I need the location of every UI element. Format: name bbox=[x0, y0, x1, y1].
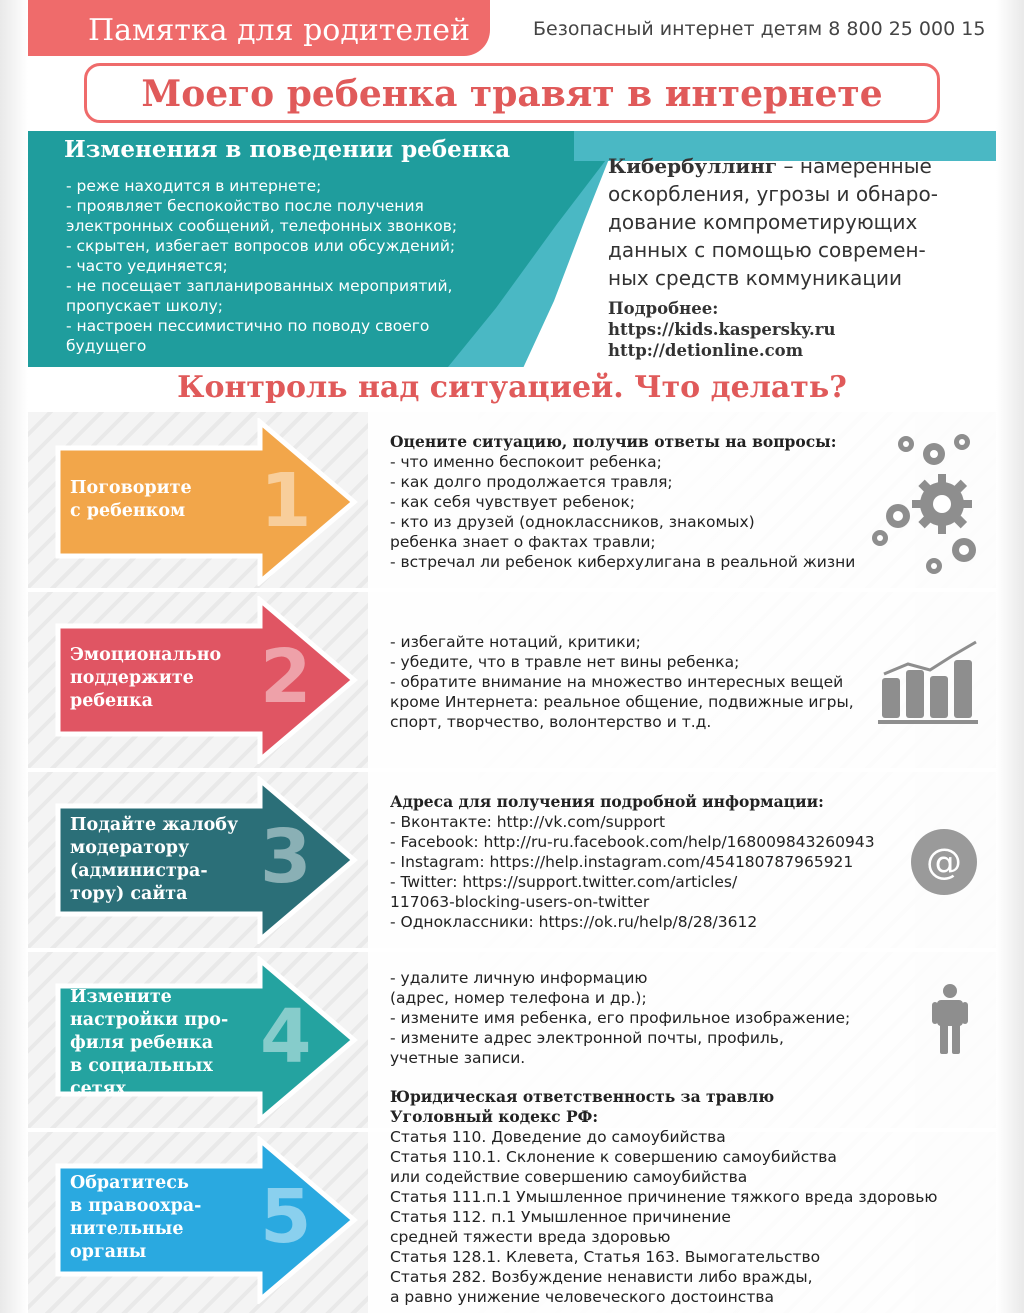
left-margin bbox=[0, 0, 28, 1313]
bar-chart-icon bbox=[878, 640, 982, 726]
step-text-2: - избегайте нотаций, критики; - убедите, что в травле нет вины ребенка; - обратите внимание на множество интересных вещей кроме Интернета: реальное общение, подвижные игры, спорт, творчество, волонтерство и т.д. bbox=[390, 633, 854, 731]
definition-line: – намеренные bbox=[777, 154, 932, 178]
list-item: будущего bbox=[66, 337, 147, 355]
step-label-5: Обратитесь в правоохра- нительные органы bbox=[70, 1173, 202, 1262]
step-label-1: Поговорите с ребенком bbox=[70, 478, 192, 521]
step-number-2: 2 bbox=[260, 634, 312, 720]
gears-icon bbox=[868, 428, 980, 578]
step-text-1: Оцените ситуацию, получив ответы на вопросы: - что именно беспокоит ребенка; - как долго продолжается травля; - как себя чувствует ребенок; - кто из друзей (одноклассников, знакомых) ребенка знает о фактах травли; - встречал ли ребенок киберхулигана в реальной жизни bbox=[390, 432, 856, 571]
control-title: Контроль над ситуацией. Что делать? bbox=[177, 370, 847, 405]
step-text-4: - удалите личную информацию (адрес, номер телефона и др.); - измените имя ребенка, его профильное изображение; - измените адрес электронной почты, профиль, учетные записи. bbox=[390, 969, 851, 1067]
step-row-1 bbox=[28, 412, 996, 588]
step-number-5: 5 bbox=[260, 1174, 312, 1260]
at-sign-icon bbox=[910, 828, 978, 896]
step-row-3 bbox=[28, 772, 996, 948]
more-info bbox=[608, 298, 835, 361]
page-tab-title: Памятка для родителей bbox=[28, 0, 490, 56]
list-item: - часто уединяется; bbox=[66, 257, 228, 275]
step-label-2: Эмоционально поддержите ребенка bbox=[70, 645, 222, 711]
person-icon bbox=[932, 984, 968, 1054]
link-kaspersky[interactable]: https://kids.kaspersky.ru bbox=[608, 320, 836, 339]
behavior-title: Изменения в поведении ребенка bbox=[64, 136, 511, 163]
list-item: пропускает школу; bbox=[66, 297, 223, 315]
link-detionline[interactable]: http://detionline.com bbox=[608, 341, 804, 360]
list-item: - настроен пессимистично по поводу своего bbox=[66, 317, 430, 335]
step-text-3: Адреса для получения подробной информации: - Вконтакте: http://vk.com/support - Facebook: http://ru-ru.facebook.com/help/168009843260943 - Instagram: https://help.instagram.com/454180787965921 - Twitter: https://support.twitter.com/articles/ 117063-blocking-users-on-twitter - Одноклассники: https://ok.ru/help/8/28/3612 bbox=[390, 792, 875, 931]
step-number-3: 3 bbox=[260, 814, 312, 900]
list-item: - реже находится в интернете; bbox=[66, 177, 322, 195]
definition-line: дование компрометирующих bbox=[608, 210, 918, 234]
list-item: - проявляет беспокойство после получения bbox=[66, 197, 424, 215]
hotline-text: Безопасный интернет детям 8 800 25 000 15 bbox=[533, 18, 986, 40]
step-number-1: 1 bbox=[260, 458, 312, 544]
main-title: Моего ребенка травят в интернете bbox=[84, 63, 940, 123]
list-item: - скрытен, избегает вопросов или обсуждений; bbox=[66, 237, 456, 255]
svg-text:@: @ bbox=[926, 842, 962, 883]
step-label-3: Подайте жалобу модератору (администра- тору) сайта bbox=[70, 815, 239, 904]
memo-page bbox=[28, 0, 996, 1313]
cyberbullying-definition bbox=[608, 152, 978, 292]
definition-line: ных средств коммуникации bbox=[608, 266, 903, 290]
behavior-list bbox=[66, 176, 536, 356]
right-margin bbox=[996, 0, 1024, 1313]
definition-line: оскорбления, угрозы и обнаро- bbox=[608, 182, 938, 206]
more-label: Подробнее: bbox=[608, 299, 719, 318]
step-label-4: Измените настройки про- филя ребенка в социальных сетях bbox=[70, 987, 229, 1099]
definition-line: данных с помощью современ- bbox=[608, 238, 926, 262]
definition-term: Кибербуллинг bbox=[608, 154, 778, 178]
list-item: - не посещает запланированных мероприятий, bbox=[66, 277, 453, 295]
list-item: электронных сообщений, телефонных звонков; bbox=[66, 217, 458, 235]
step-row-2 bbox=[28, 592, 996, 768]
step-number-4: 4 bbox=[260, 994, 312, 1080]
step-text-5: Юридическая ответственность за травлю Уголовный кодекс РФ: Статья 110. Доведение до самоубийства Статья 110.1. Склонение к совершению самоубийства или содействие совершению самоубийства Статья 111.п.1 Умышленное причинение тяжкого вреда здоровью Статья 112. п.1 Умышленное причинение средней тяжести вреда здоровью Статья 128.1. Клевета, Статья 163. Вымогательство Статья 282. Возбуждение ненависти либо вражды, а равно унижение человеческого достоинства bbox=[390, 1087, 938, 1306]
